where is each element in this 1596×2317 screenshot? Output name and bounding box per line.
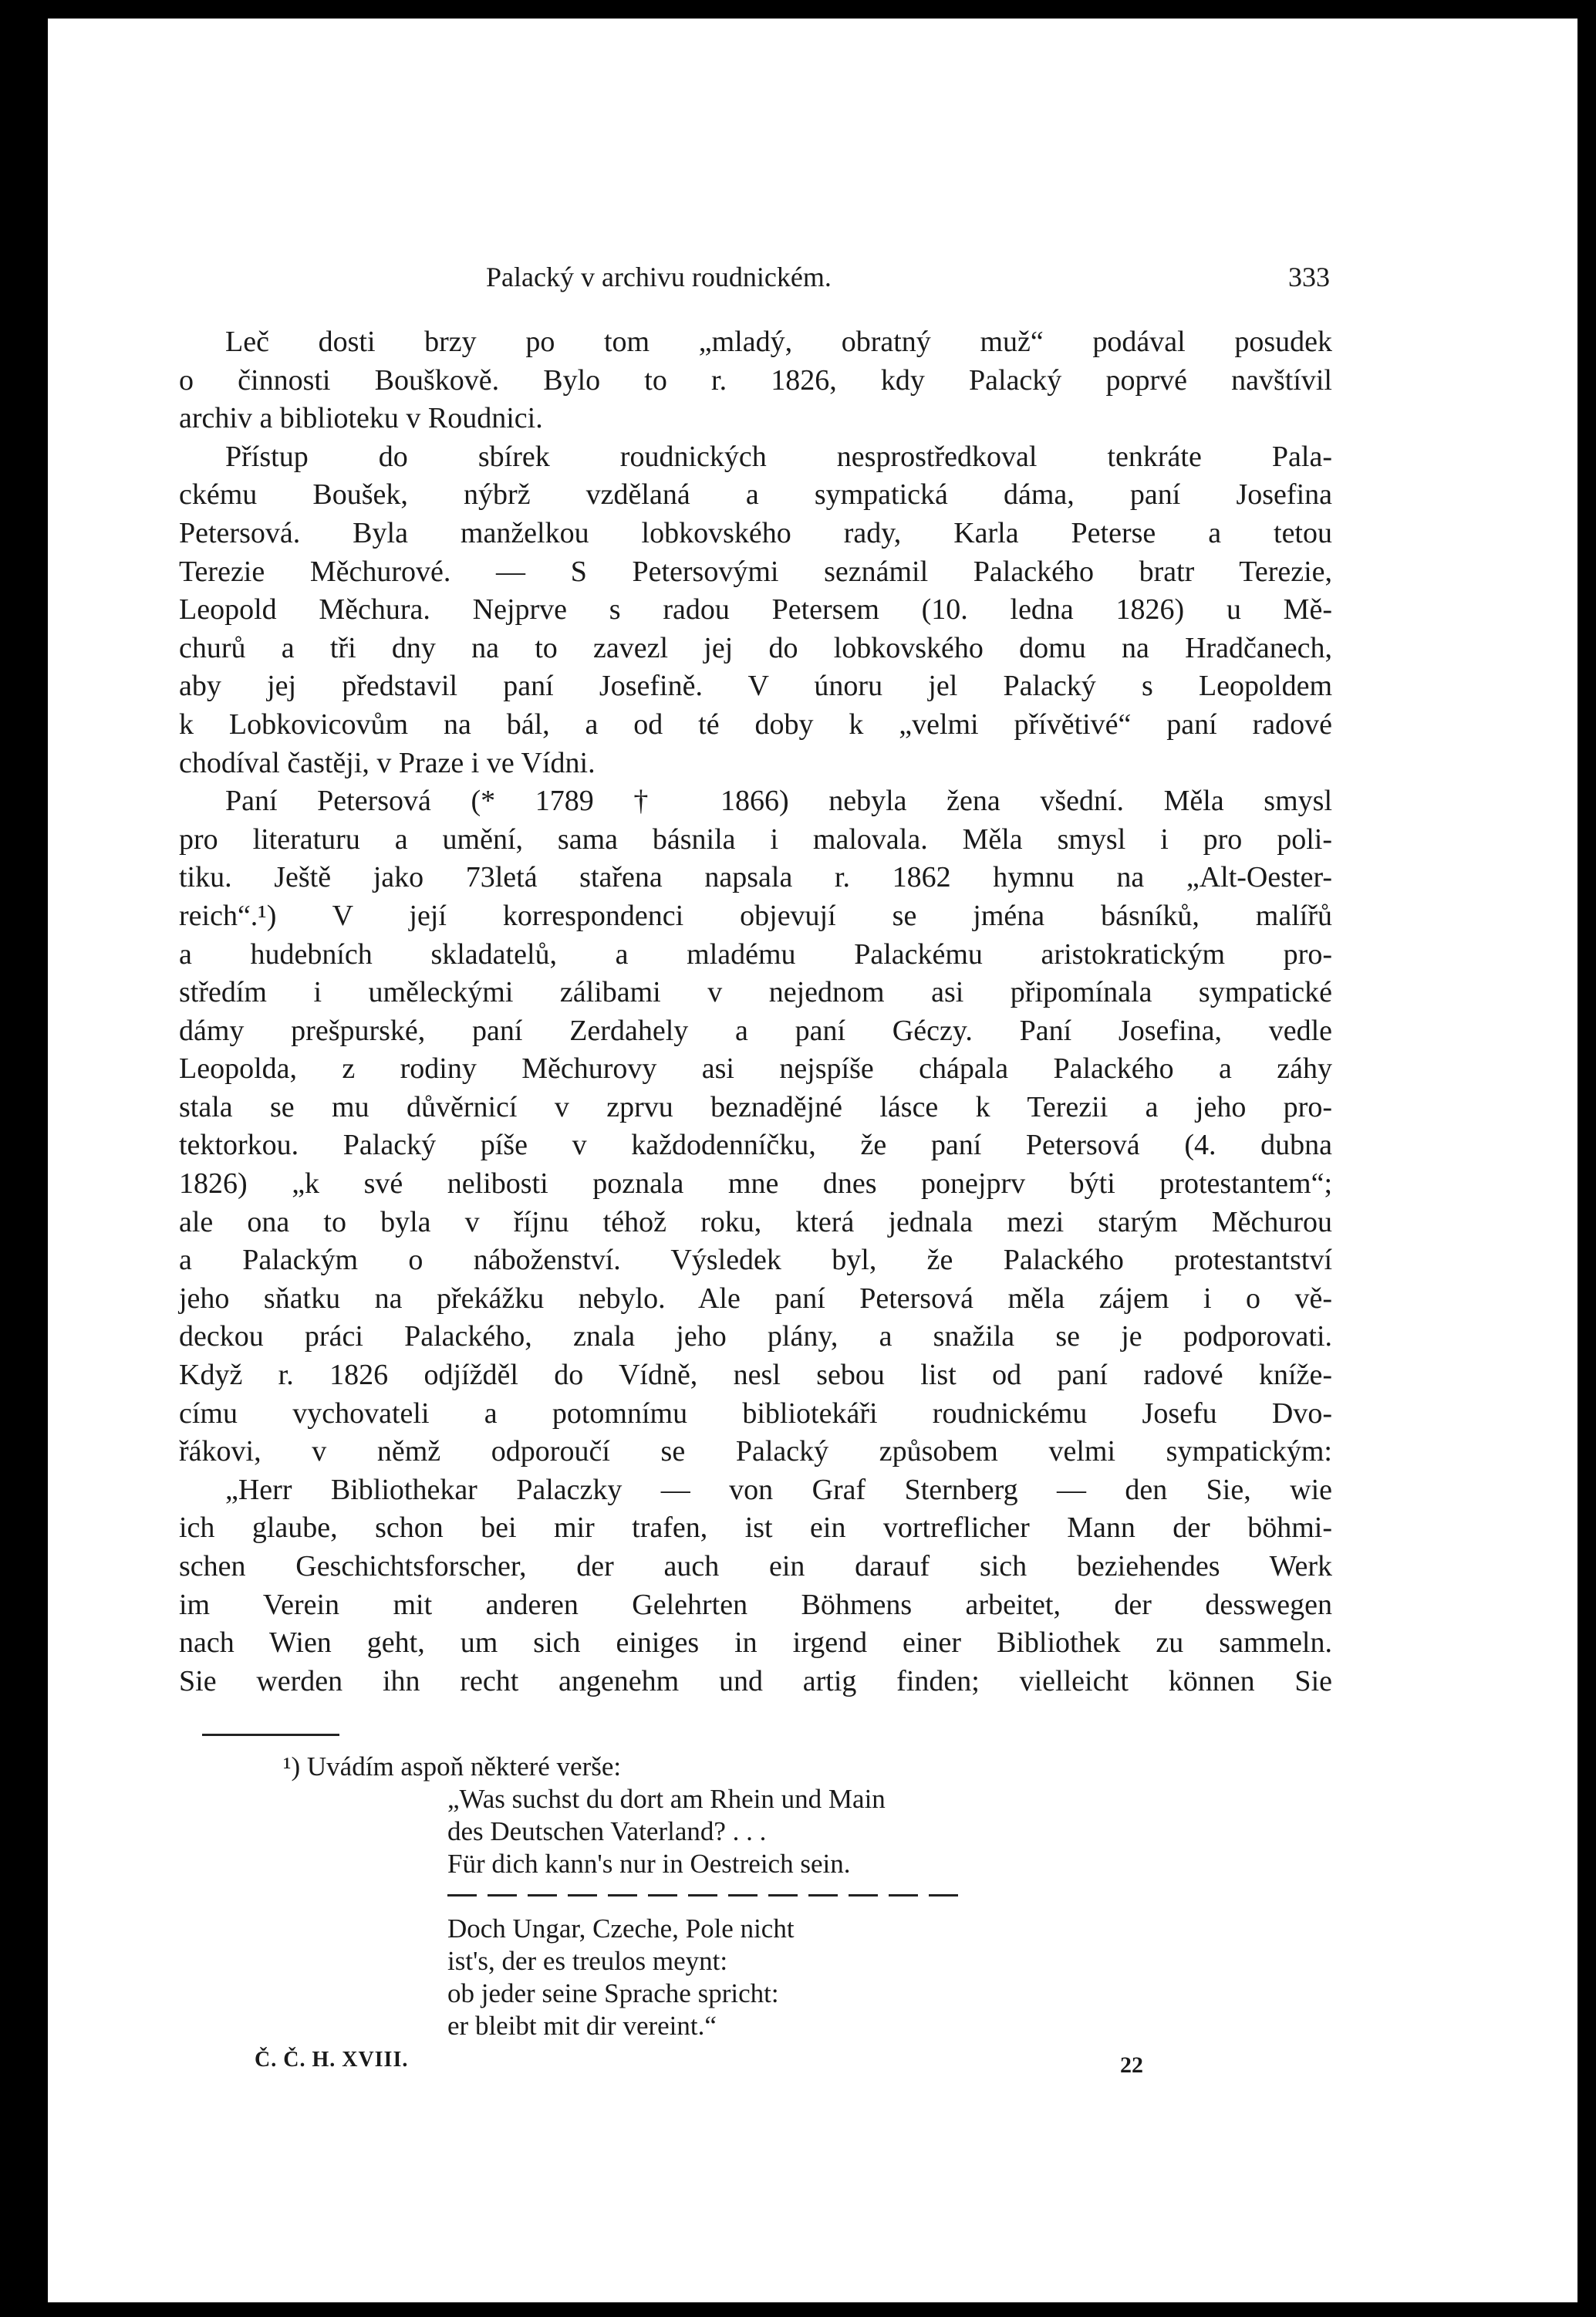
text-line: aby jej představil paní Josefině. V únoru jel Palacký s Leopoldem xyxy=(179,670,1332,703)
footnote-rule xyxy=(202,1734,339,1736)
text-line: Leč dosti brzy po tom „mladý, obratný muž“ podával posudek xyxy=(225,326,1332,358)
text-line: k Lobkovicovům na bál, a od té doby k „velmi přívětivé“ paní radové xyxy=(179,708,1332,741)
text-line: churů a tři dny na to zavezl jej do lobkovského domu na Hradčanech, xyxy=(179,631,1332,664)
text-line: o činnosti Bouškově. Bylo to r. 1826, kdy Palacký poprvé navštívil xyxy=(179,363,1332,397)
text-line: archiv a biblioteku v Roudnici. xyxy=(179,402,543,435)
text-line: nach Wien geht, um sich einiges in irgend einer Bibliothek zu sammeln. xyxy=(179,1626,1332,1660)
text-line: Když r. 1826 odjížděl do Vídně, nesl sebou list od paní radové kníže- xyxy=(179,1359,1332,1392)
text-line: „Herr Bibliothekar Palaczky — von Graf Sternberg — den Sie, wie xyxy=(225,1473,1332,1506)
text-line: 1826) „k své nelibosti poznala mne dnes ponejprv býti protestantem“; xyxy=(179,1167,1332,1201)
running-title: Palacký v archivu roudnickém. xyxy=(486,262,832,292)
text-line: chodíval častěji, v Praze i ve Vídni. xyxy=(179,746,596,779)
footnote-intro-line xyxy=(283,1751,977,1783)
text-line: jeho sňatku na překážku nebylo. Ale paní Petersová měla zájem i o vě- xyxy=(179,1282,1332,1315)
verse-line: er bleibt mit dir vereint.“ xyxy=(447,2011,717,2041)
text-line: Přístup do sbírek roudnických nesprostředkoval tenkráte Pala- xyxy=(225,440,1332,473)
text-line: tiku. Ještě jako 73letá stařena napsala r. 1862 hymnu na „Alt-Oester- xyxy=(179,861,1332,894)
text-line: a hudebních skladatelů, a mladému Palackému aristokratickým pro- xyxy=(179,937,1332,971)
text-line: řákovi, v němž odporoučí se Palacký způsobem velmi sympatickým: xyxy=(179,1435,1332,1468)
footnote xyxy=(283,1751,977,2042)
text-line: Leopold Měchura. Nejprve s radou Petersem (10. ledna 1826) u Mě- xyxy=(179,593,1332,627)
text-line: címu vychovateli a potomnímu bibliotekáři roudnickému Josefu Dvo- xyxy=(179,1397,1332,1430)
text-line: středím i uměleckými zálibami v nejednom asi připomínala sympatické xyxy=(179,976,1332,1009)
text-line: reich“.¹) V její korrespondenci objevují se jména básníků, malířů xyxy=(179,899,1332,932)
verse-line: „Was suchst du dort am Rhein und Main xyxy=(447,1784,886,1814)
verse-line: Doch Ungar, Czeche, Pole nicht xyxy=(447,1913,795,1944)
text-line: Petersová. Byla manželkou lobkovského rady, Karla Peterse a tetou xyxy=(179,516,1332,549)
text-line: ich glaube, schon bei mir trafen, ist ein vortreflicher Mann der böhmi- xyxy=(179,1511,1332,1545)
book-page xyxy=(48,19,1577,2302)
main-text xyxy=(179,323,1332,1701)
page-number: 333 xyxy=(1288,262,1330,292)
text-line: Terezie Měchurové. — S Petersovými seznámil Palackého bratr Terezie, xyxy=(179,555,1332,588)
text-line: Sie werden ihn recht angenehm und artig finden; vielleicht können Sie xyxy=(179,1664,1332,1697)
text-line: tektorkou. Palacký píše v každodenníčku, že paní Petersová (4. dubna xyxy=(179,1129,1332,1162)
signature-mark: Č. Č. H. XVIII. xyxy=(255,2048,409,2072)
text-line: im Verein mit anderen Gelehrten Böhmens arbeitet, der desswegen xyxy=(179,1588,1332,1621)
footnote-intro: Uvádím aspoň některé verše: xyxy=(306,1751,622,1782)
text-line: dámy prešpurské, paní Zerdahely a paní Géczy. Paní Josefina, vedle xyxy=(179,1014,1332,1047)
verse-line: des Deutschen Vaterland? . . . xyxy=(447,1816,767,1846)
text-line: stala se mu důvěrnicí v zprvu beznadějné lásce k Terezii a jeho pro- xyxy=(179,1090,1332,1123)
text-line: a Palackým o náboženství. Výsledek byl, že Palackého protestantství xyxy=(179,1244,1332,1277)
text-line: pro literaturu a umění, sama básnila i malovala. Měla smysl i pro poli- xyxy=(179,822,1332,856)
verse-line: ob jeder seine Sprache spricht: xyxy=(447,1978,779,2008)
text-line: ale ona to byla v říjnu téhož roku, která jednala mezi starým Měchurou xyxy=(179,1205,1332,1238)
verse-line: ist's, der es treulos meynt: xyxy=(447,1946,728,1976)
footnote-marker: ¹) xyxy=(283,1751,301,1782)
text-line: Paní Petersová (* 1789 † 1866) nebyla žena všední. Měla smysl xyxy=(225,785,1332,818)
verse-line: Für dich kann's nur in Oestreich sein. xyxy=(447,1849,851,1879)
text-line: schen Geschichtsforscher, der auch ein darauf sich beziehendes Werk xyxy=(179,1550,1332,1582)
verse-separator xyxy=(447,1880,969,1913)
running-header xyxy=(486,255,1330,301)
text-line: deckou práci Palackého, znala jeho plány, a snažila se je podporovati. xyxy=(179,1320,1332,1353)
sheet-number: 22 xyxy=(1120,2052,1143,2078)
text-line: ckému Boušek, nýbrž vzdělaná a sympatická dáma, paní Josefina xyxy=(179,478,1332,512)
text-line: Leopolda, z rodiny Měchurovy asi nejspíše chápala Palackého a záhy xyxy=(179,1052,1332,1086)
